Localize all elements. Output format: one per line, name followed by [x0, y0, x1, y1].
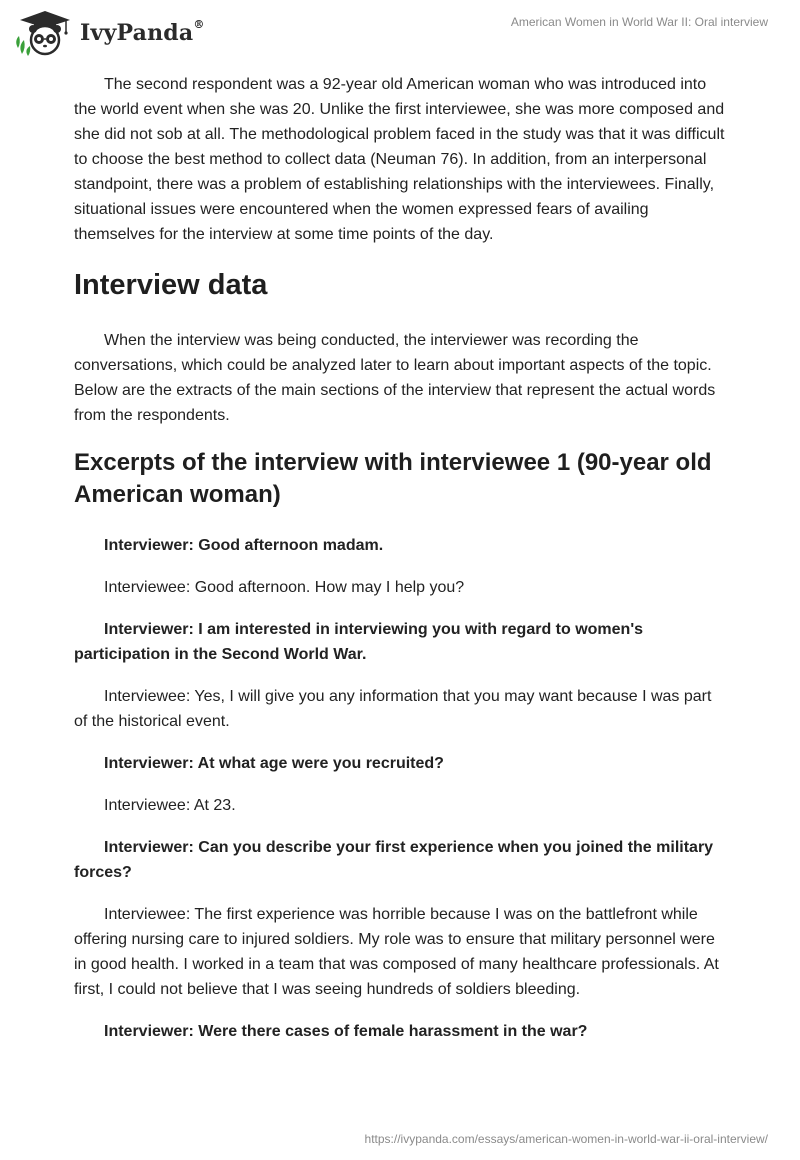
- source-url-link[interactable]: https://ivypanda.com/essays/american-women-in-world-war-ii-oral-interview/: [364, 1132, 768, 1146]
- section-heading: Interview data: [74, 269, 268, 301]
- brand-name[interactable]: IvyPanda®: [80, 18, 205, 46]
- interviewee-line: Interviewee: At 23.: [104, 797, 236, 814]
- subsection-heading: Excerpts of the interview with interviewee 1 (90-year old American woman): [74, 449, 712, 508]
- interviewer-line: Interviewer: Were there cases of female harassment in the war?: [104, 1023, 588, 1040]
- interviewee-line: Interviewee: Yes, I will give you any information that you may want because I was part of the historical event.: [74, 688, 712, 730]
- panda-graduate-logo-icon[interactable]: [14, 8, 76, 58]
- intro-paragraph: The second respondent was a 92-year old American woman who was introduced into the world event when she was 20. Unlike the first interviewee, she was more composed and she did not sob at all. The methodological problem faced in the study was that it was difficult to choose the best method to collect data (Neuman 76). In addition, from an interpersonal standpoint, there was a problem of establishing relationships with the interviewees. Finally, situational issues were encountered when the women expressed fears of availing themselves for the interview at some time points of the day.: [74, 76, 725, 243]
- article-body: [74, 70, 728, 1044]
- interviewee-line: Interviewee: The first experience was horrible because I was on the battlefront while offering nursing care to injured soldiers. My role was to ensure that military personnel were in good health. I worked in a team that was composed of many healthcare professionals. At first, I could not believe that I was seeing hundreds of soldiers bleeding.: [74, 906, 719, 998]
- interviewer-line: Interviewer: Good afternoon madam.: [104, 537, 384, 554]
- page-header: [0, 0, 800, 70]
- section-paragraph: When the interview was being conducted, the interviewer was recording the conversations, which could be analyzed later to learn about important aspects of the topic. Below are the extracts of the main sections of the interview that represent the actual words from the respondents.: [74, 332, 716, 424]
- document-title: American Women in World War II: Oral interview: [510, 15, 768, 29]
- interviewer-line: Interviewer: I am interested in interviewing you with regard to women's participation in the Second World War.: [74, 621, 644, 663]
- interviewee-line: Interviewee: Good afternoon. How may I help you?: [104, 579, 465, 596]
- interviewer-line: Interviewer: Can you describe your first experience when you joined the military forces?: [74, 839, 714, 881]
- interviewer-line: Interviewer: At what age were you recruited?: [104, 755, 444, 772]
